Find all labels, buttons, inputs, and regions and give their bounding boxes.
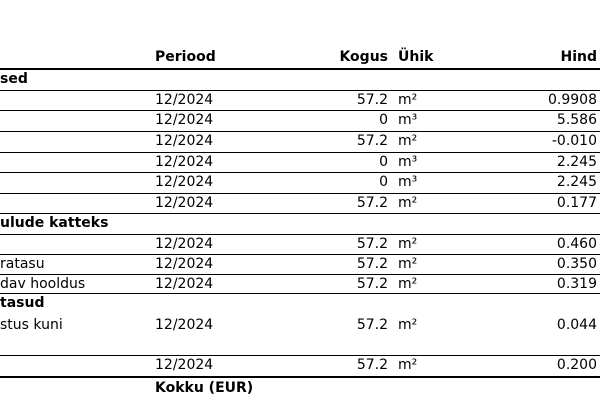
header-price: Hind [560,49,597,65]
row-price: 0.177 [556,195,597,211]
row-price: 5.586 [556,112,597,128]
row-unit: m² [398,92,418,108]
row-quantity: 57.2 [356,276,388,292]
row-name: stus kuni [0,317,63,333]
section-row [0,213,600,235]
row-unit: m³ [398,174,418,190]
row-period: 12/2024 [155,236,214,252]
row-price: 0.350 [556,256,597,272]
row-unit: m³ [398,112,418,128]
table-footer [0,376,600,399]
table-header [0,47,600,70]
row-quantity: 57.2 [356,357,388,373]
table-row [0,193,600,214]
row-quantity: 0 [379,112,388,128]
row-period: 12/2024 [155,112,214,128]
row-quantity: 57.2 [356,133,388,149]
row-period: 12/2024 [155,92,214,108]
row-price: 2.245 [556,154,597,170]
row-price: 0.044 [556,317,597,333]
row-quantity: 57.2 [356,256,388,272]
table-row [0,234,600,255]
row-period: 12/2024 [155,133,214,149]
row-unit: m² [398,133,418,149]
row-quantity: 57.2 [356,317,388,333]
row-unit: m² [398,317,418,333]
table-row [0,131,600,153]
row-quantity: 0 [379,174,388,190]
table-row [0,172,600,194]
row-period: 12/2024 [155,317,214,333]
row-period: 12/2024 [155,357,214,373]
row-name: ratasu [0,256,45,272]
table-row [0,152,600,173]
row-name: dav hooldus [0,276,86,292]
section-row [0,69,600,91]
row-period: 12/2024 [155,256,214,272]
row-quantity: 0 [379,154,388,170]
row-unit: m² [398,357,418,373]
table-row [0,254,600,275]
row-period: 12/2024 [155,174,214,190]
table-row [0,110,600,132]
row-unit: m³ [398,154,418,170]
table-row [0,274,600,294]
row-unit: m² [398,236,418,252]
row-quantity: 57.2 [356,92,388,108]
row-quantity: 57.2 [356,195,388,211]
row-unit: m² [398,256,418,272]
header-quantity: Kogus [339,49,388,65]
row-unit: m² [398,276,418,292]
table-row [0,90,600,111]
row-price: 0.319 [556,276,597,292]
table-row [0,315,600,356]
row-period: 12/2024 [155,154,214,170]
table-row [0,355,600,377]
row-price: 0.9908 [548,92,597,108]
row-period: 12/2024 [155,195,214,211]
row-unit: m² [398,195,418,211]
header-unit: Ühik [398,49,434,65]
row-quantity: 57.2 [356,236,388,252]
row-price: 2.245 [556,174,597,190]
section-row [0,293,600,315]
section-title: tasud [0,295,45,311]
header-period: Periood [155,49,216,65]
row-price: -0.010 [551,133,597,149]
section-title: ulude katteks [0,215,109,231]
total-label: Kokku (EUR) [155,380,254,396]
section-title: sed [0,71,28,87]
row-period: 12/2024 [155,276,214,292]
row-price: 0.460 [556,236,597,252]
row-price: 0.200 [556,357,597,373]
